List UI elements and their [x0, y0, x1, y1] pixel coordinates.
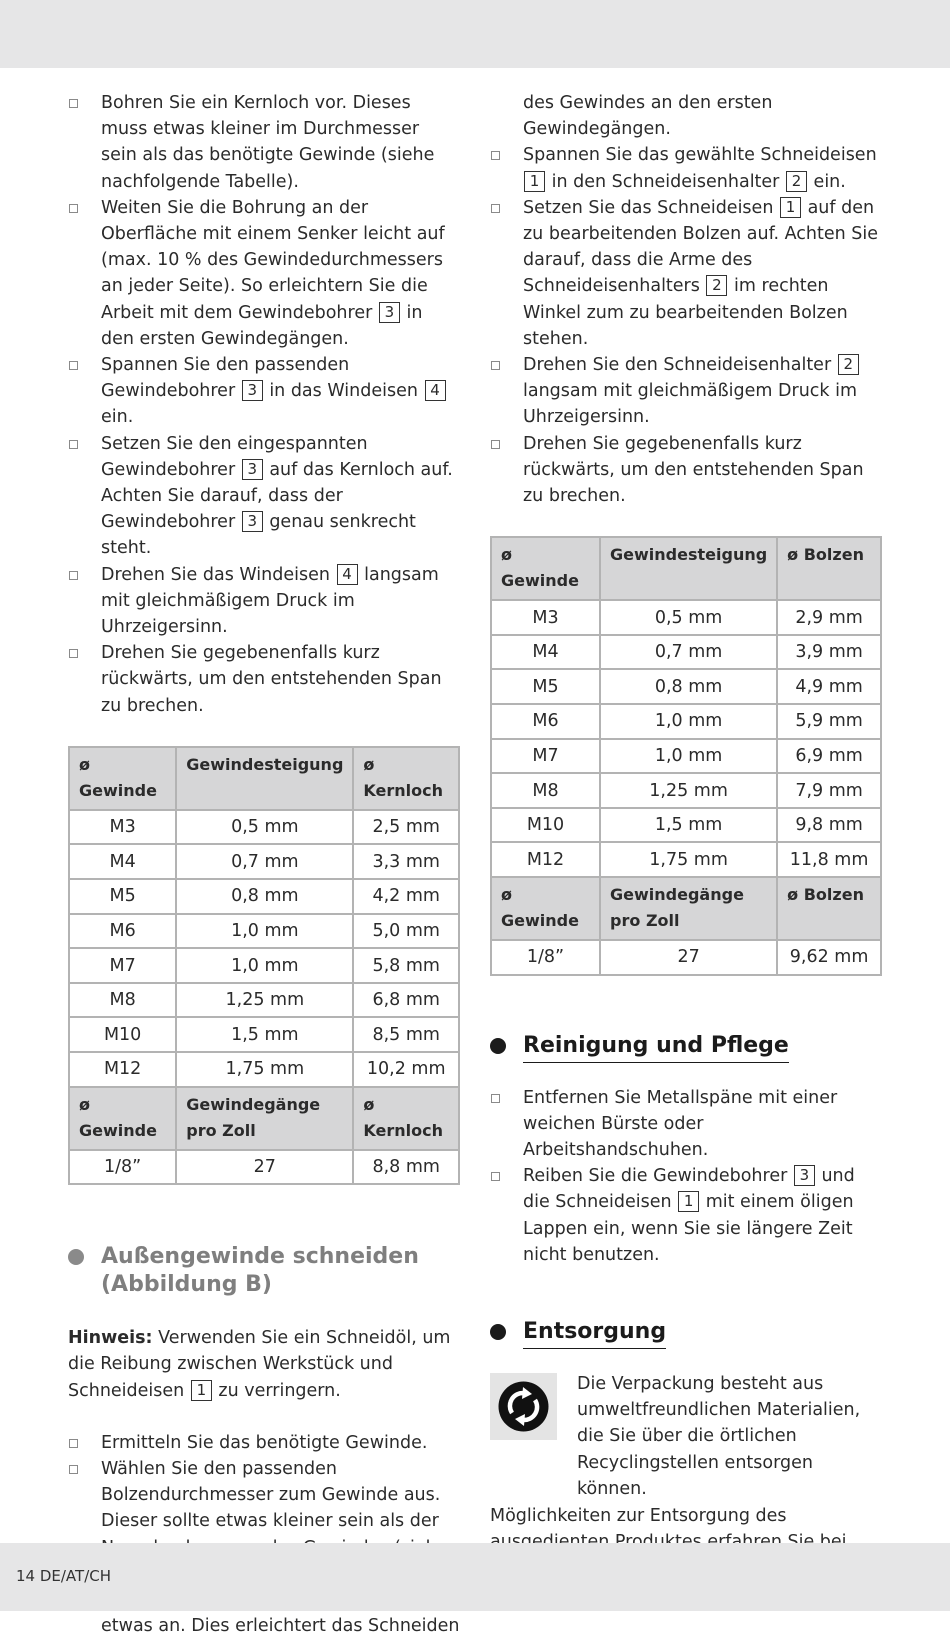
bullet-dot-icon [490, 1324, 506, 1340]
column-header: ø Gewinde [491, 537, 600, 600]
list-item: Drehen Sie gegebenenfalls kurz rückwärts, um den entstehenden Span zu brechen. [68, 640, 460, 719]
section-heading-external-thread: Außengewinde schneiden (Abbildung B) [68, 1243, 428, 1299]
table-cell: 9,8 mm [777, 808, 881, 843]
list-item: Spannen Sie den passenden Gewindebohrer 3 in das Windeisen 4 ein. [68, 352, 460, 431]
checkbox-icon [69, 649, 78, 658]
column-header: ø Bolzen [777, 537, 881, 600]
column-header: ø Bolzen [777, 877, 881, 940]
list-item: Weiten Sie die Bohrung an der Oberfläche mit einem Senker leicht auf (max. 10 % des Gewindedurchmessers an jeder Seite). So erleichtern Sie die Arbeit mit dem Gewindebohrer 3 in den ersten Gewindegängen. [68, 195, 460, 352]
table-cell: 9,62 mm [777, 940, 881, 975]
ref-number: 3 [242, 511, 263, 532]
table-cell: 1,0 mm [176, 914, 353, 949]
table-row [491, 635, 881, 670]
table-header-row [491, 537, 881, 600]
table-cell: 0,7 mm [600, 635, 777, 670]
table-row [69, 948, 459, 983]
table-row [491, 739, 881, 774]
table-cell: 4,9 mm [777, 669, 881, 704]
table-cell: M6 [491, 704, 600, 739]
left-column [68, 90, 460, 1639]
tap-instructions-list [68, 90, 460, 719]
table-cell: 27 [600, 940, 777, 975]
table-cell: M3 [491, 600, 600, 635]
bullet-dot-icon [68, 1249, 84, 1265]
bolt-table [490, 536, 882, 975]
table-cell: 3,3 mm [353, 844, 459, 879]
column-header: Gewindesteigung [600, 537, 777, 600]
recycling-icon [490, 1373, 557, 1440]
checkbox-icon [491, 1172, 500, 1181]
table-cell: 1/8” [491, 940, 600, 975]
continuation-text: des Gewindes an den ersten Gewindegängen. [523, 93, 773, 140]
ref-number: 1 [678, 1191, 699, 1212]
table-row [491, 600, 881, 635]
table-cell: 1/8” [69, 1150, 176, 1185]
table-cell: 1,75 mm [176, 1052, 353, 1087]
core-hole-table [68, 746, 460, 1185]
table-row [69, 1150, 459, 1185]
hint-paragraph: Hinweis: Verwenden Sie ein Schneidöl, um die Reibung zwischen Werkstück und Schneideisen 1 zu verringern. [68, 1328, 451, 1401]
table-row [69, 1052, 459, 1087]
bullet-dot-icon [490, 1038, 506, 1054]
table-cell: 1,25 mm [600, 773, 777, 808]
list-item: Setzen Sie den eingespannten Gewindebohrer 3 auf das Kernloch auf. Achten Sie darauf, dass der Gewindebohrer 3 genau senkrecht steht. [68, 431, 460, 562]
page-number: 14 DE/AT/CH [16, 1567, 112, 1585]
table-cell: 2,9 mm [777, 600, 881, 635]
table-cell: 0,8 mm [600, 669, 777, 704]
table-header-row [69, 1087, 459, 1150]
table-header-row [491, 877, 881, 940]
list-item: Drehen Sie das Windeisen 4 langsam mit gleichmäßigem Druck im Uhrzeigersinn. [68, 562, 460, 641]
disposal-block [490, 1371, 882, 1499]
list-item: etwas an. Dies erleichtert das Schneiden [68, 1587, 460, 1639]
ref-number: 4 [337, 564, 358, 585]
table-cell: 5,9 mm [777, 704, 881, 739]
checkbox-icon [491, 1094, 500, 1103]
table-cell: 2,5 mm [353, 810, 459, 845]
table-cell: M7 [491, 739, 600, 774]
checkbox-icon [69, 1465, 78, 1474]
ref-number: 1 [780, 197, 801, 218]
table-cell: 7,9 mm [777, 773, 881, 808]
table-row [491, 808, 881, 843]
disposal-text-2: Möglichkeiten zur Entsorgung des [490, 1506, 787, 1527]
list-item: Drehen Sie den Schneideisenhalter 2 langsam mit gleichmäßigem Druck im Uhrzeigersinn. [490, 352, 882, 431]
table-cell: 1,5 mm [176, 1017, 353, 1052]
cleaning-list [490, 1085, 882, 1268]
list-item: Entfernen Sie Metallspäne mit einer weichen Bürste oder Arbeitshandschuhen. [490, 1085, 882, 1164]
table-cell: 1,0 mm [176, 948, 353, 983]
table-row [69, 983, 459, 1018]
table-cell: 5,8 mm [353, 948, 459, 983]
table-cell: M4 [491, 635, 600, 670]
list-item: Drehen Sie gegebenenfalls kurz rückwärts, um den entstehenden Span zu brechen. [490, 431, 882, 510]
ref-number: 3 [379, 302, 400, 323]
table-cell: 1,5 mm [600, 808, 777, 843]
table-cell: 0,8 mm [176, 879, 353, 914]
section-heading-disposal: Entsorgung [490, 1318, 882, 1349]
table-row [491, 669, 881, 704]
list-item: Reiben Sie die Gewindebohrer 3 und die Schneideisen 1 mit einem öligen Lappen ein, wenn Sie sie längere Zeit nicht benutzen. [490, 1163, 882, 1268]
table-row [69, 810, 459, 845]
ref-number: 1 [191, 1380, 212, 1401]
table-cell: 10,2 mm [353, 1052, 459, 1087]
column-header: ø Gewinde [491, 877, 600, 940]
checkbox-icon [491, 204, 500, 213]
table-cell: 0,5 mm [176, 810, 353, 845]
table-cell: M5 [69, 879, 176, 914]
column-header: Gewindegänge pro Zoll [600, 877, 777, 940]
table-cell: 4,2 mm [353, 879, 459, 914]
table-cell: M10 [491, 808, 600, 843]
checkbox-icon [69, 440, 78, 449]
list-item: Bohren Sie ein Kernloch vor. Dieses muss etwas kleiner im Durchmesser sein als das benötigte Gewinde (siehe nachfolgende Tabelle). [68, 90, 460, 195]
right-column [490, 90, 882, 1582]
list-item: Wählen Sie den passenden Bolzendurchmesser zum Gewinde aus. Dieser sollte etwas kleiner sein als der [68, 1456, 460, 1587]
list-item: Spannen Sie das gewählte Schneideisen 1 in den Schneideisenhalter 2 ein. [490, 142, 882, 194]
column-header: Gewindesteigung [176, 747, 353, 810]
table-row [491, 842, 881, 877]
column-header: ø Gewinde [69, 1087, 176, 1150]
section-heading-cleaning: Reinigung und Pflege [490, 1032, 882, 1063]
table-cell: 0,5 mm [600, 600, 777, 635]
column-header: ø Kernloch [353, 1087, 459, 1150]
ref-number: 4 [425, 380, 446, 401]
die-instructions-list [490, 142, 882, 509]
checkbox-icon [69, 204, 78, 213]
table-cell: 1,75 mm [600, 842, 777, 877]
table-cell: M8 [491, 773, 600, 808]
table-row [69, 844, 459, 879]
checkbox-icon [69, 1439, 78, 1448]
table-cell: 6,9 mm [777, 739, 881, 774]
table-header-row [69, 747, 459, 810]
table-cell: 27 [176, 1150, 353, 1185]
checkbox-icon [491, 151, 500, 160]
list-item: Ermitteln Sie das benötigte Gewinde. [68, 1430, 460, 1456]
table-cell: 11,8 mm [777, 842, 881, 877]
table-cell: M8 [69, 983, 176, 1018]
table-cell: 8,5 mm [353, 1017, 459, 1052]
table-cell: 6,8 mm [353, 983, 459, 1018]
ref-number: 2 [786, 171, 807, 192]
table-cell: 3,9 mm [777, 635, 881, 670]
list-item: Setzen Sie das Schneideisen 1 auf den zu bearbeitenden Bolzen auf. Achten Sie darauf, dass die Arme des Schneideisenhalters 2 im rechten Winkel zum zu bearbeitenden Bolzen stehen. [490, 195, 882, 352]
table-cell: 8,8 mm [353, 1150, 459, 1185]
table-row [69, 1017, 459, 1052]
checkbox-icon [491, 440, 500, 449]
checkbox-icon [491, 361, 500, 370]
table-cell: 1,0 mm [600, 739, 777, 774]
top-bar [0, 0, 950, 68]
table-cell: M10 [69, 1017, 176, 1052]
ref-number: 2 [706, 275, 727, 296]
ref-number: 3 [242, 459, 263, 480]
ref-number: 2 [838, 354, 859, 375]
table-cell: M6 [69, 914, 176, 949]
table-cell: M7 [69, 948, 176, 983]
table-row [491, 940, 881, 975]
ref-number: 1 [524, 171, 545, 192]
table-row [491, 773, 881, 808]
table-cell: M4 [69, 844, 176, 879]
table-cell: M12 [491, 842, 600, 877]
table-cell: M5 [491, 669, 600, 704]
footer-bar [0, 1543, 950, 1611]
table-cell: 0,7 mm [176, 844, 353, 879]
table-row [69, 879, 459, 914]
ref-number: 3 [242, 380, 263, 401]
checkbox-icon [69, 361, 78, 370]
table-row [69, 914, 459, 949]
disposal-text: Die Verpackung besteht aus umweltfreundlichen Materialien, die Sie über die örtlichen Recyclingstellen entsorgen können. [577, 1374, 861, 1499]
table-cell: 5,0 mm [353, 914, 459, 949]
column-header: ø Kernloch [353, 747, 459, 810]
checkbox-icon [69, 99, 78, 108]
table-cell: M12 [69, 1052, 176, 1087]
column-header: Gewindegänge pro Zoll [176, 1087, 353, 1150]
column-header: ø Gewinde [69, 747, 176, 810]
table-cell: 1,25 mm [176, 983, 353, 1018]
checkbox-icon [69, 571, 78, 580]
table-cell: 1,0 mm [600, 704, 777, 739]
table-row [491, 704, 881, 739]
ref-number: 3 [794, 1165, 815, 1186]
table-cell: M3 [69, 810, 176, 845]
